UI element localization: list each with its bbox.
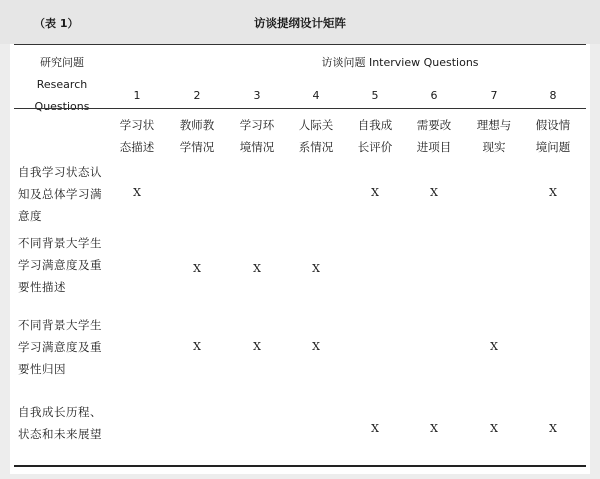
matrix-mark: X [490, 340, 498, 353]
bottom-rule [14, 465, 586, 467]
column-label-7 [466, 114, 522, 158]
matrix-mark: X [430, 186, 438, 199]
row-label-3 [18, 314, 118, 380]
column-label-line: 教师教 [179, 118, 215, 132]
matrix-mark: X [193, 262, 201, 275]
row-label-line: 状态和未来展望 [18, 427, 102, 441]
column-label-line: 学习状 [119, 118, 155, 132]
matrix-mark: X [193, 340, 201, 353]
matrix-mark: X [312, 262, 320, 275]
row-label-line: 学习满意度及重 [18, 340, 102, 354]
matrix-table [10, 44, 590, 474]
table-title: 访谈提纲设计矩阵 [254, 16, 346, 30]
row-label-line: 学习满意度及重 [18, 258, 102, 272]
column-number-5: 5 [371, 89, 379, 102]
rq-header-line-2: Questions [34, 100, 90, 113]
column-label-line: 长评价 [357, 140, 393, 154]
column-number-3: 3 [253, 89, 261, 102]
rq-header-line-1: Research [36, 78, 88, 91]
column-label-6 [406, 114, 462, 158]
column-number-6: 6 [430, 89, 438, 102]
column-label-4 [288, 114, 344, 158]
row-label-line: 意度 [18, 209, 42, 223]
column-label-line: 自我成 [357, 118, 393, 132]
matrix-mark: X [253, 262, 261, 275]
row-label-line: 要性归因 [18, 362, 66, 376]
matrix-mark: X [430, 422, 438, 435]
column-number-2: 2 [193, 89, 201, 102]
column-label-line: 现实 [482, 140, 506, 154]
column-label-2 [169, 114, 225, 158]
row-label-line: 不同背景大学生 [18, 318, 102, 332]
column-label-line: 假设情 [535, 118, 571, 132]
row-label-line: 自我成长历程、 [18, 405, 102, 419]
column-number-8: 8 [549, 89, 557, 102]
column-label-line: 需要改 [416, 118, 452, 132]
column-label-3 [229, 114, 285, 158]
top-rule [14, 44, 586, 45]
column-label-line: 境情况 [239, 140, 275, 154]
column-label-line: 进项目 [416, 140, 452, 154]
row-label-line: 知及总体学习满 [18, 187, 102, 201]
row-label-2 [18, 232, 118, 298]
header-rule [14, 108, 586, 109]
matrix-mark: X [133, 186, 141, 199]
column-label-line: 学情况 [179, 140, 215, 154]
column-label-5 [347, 114, 403, 158]
column-label-line: 人际关 [298, 118, 334, 132]
row-label-line: 自我学习状态认 [18, 165, 102, 179]
column-label-line: 系情况 [298, 140, 334, 154]
matrix-mark: X [490, 422, 498, 435]
row-label-line: 不同背景大学生 [18, 236, 102, 250]
row-label-4 [18, 401, 118, 445]
row-label-1 [18, 161, 118, 227]
interview-questions-header: 访谈问题 Interview Questions [321, 56, 479, 69]
column-label-8 [525, 114, 581, 158]
column-number-7: 7 [490, 89, 498, 102]
column-label-line: 学习环 [239, 118, 275, 132]
matrix-mark: X [549, 422, 557, 435]
column-label-line: 态描述 [119, 140, 155, 154]
row-label-line: 要性描述 [18, 280, 66, 294]
table-caption-bar [0, 0, 600, 44]
matrix-mark: X [549, 186, 557, 199]
column-number-1: 1 [133, 89, 141, 102]
column-number-4: 4 [312, 89, 320, 102]
table-number: （表 1） [34, 17, 79, 30]
matrix-mark: X [312, 340, 320, 353]
column-label-line: 境问题 [535, 140, 571, 154]
matrix-mark: X [371, 422, 379, 435]
matrix-mark: X [253, 340, 261, 353]
rq-header-line-cn: 研究问题 [40, 56, 84, 69]
matrix-mark: X [371, 186, 379, 199]
column-label-line: 理想与 [476, 118, 512, 132]
column-label-1 [109, 114, 165, 158]
